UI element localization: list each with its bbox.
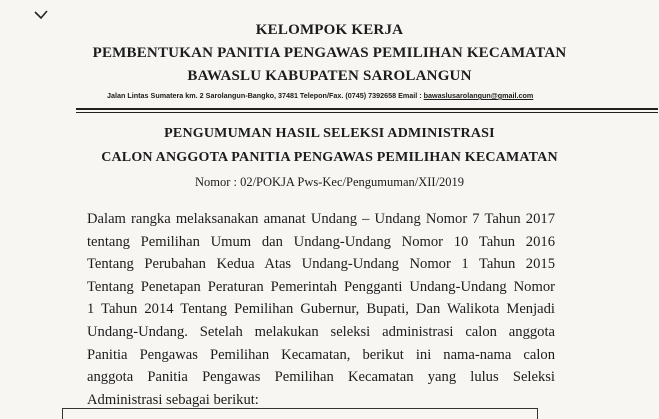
header-address <box>107 91 533 100</box>
header-divider-thick <box>76 108 658 110</box>
pen-mark-icon <box>34 10 48 20</box>
announcement-title-line2: CALON ANGGOTA PANITIA PENGAWAS PEMILIHAN KECAMATAN <box>101 150 558 165</box>
announcement-number: Nomor : 02/POKJA Pws-Kec/Pengumuman/XII/2019 <box>194 175 465 189</box>
header-title-line3: BAWASLU KABUPATEN SAROLANGUN <box>187 68 472 84</box>
body-line: Administrasi sebagai berikut: <box>87 391 259 408</box>
body-line: Dalam rangka melaksanakan amanat Undang – Undang Nomor 7 Tahun 2017 <box>87 211 555 227</box>
body-line: Tentang Penetapan Peraturan Pemerintah Pengganti Undang-Undang Nomor <box>87 278 555 295</box>
body-line: Tentang Perubahan Kedua Atas Undang-Undang Nomor 1 Tahun 2015 <box>87 256 555 273</box>
body-line: Panitia Pengawas Pemilihan Kecamatan, berikut ini nama-nama calon <box>87 346 555 363</box>
header-title-line1: KELOMPOK KERJA <box>255 22 404 38</box>
address-text: Jalan Lintas Sumatera km. 2 Sarolangun-Bangko, 37481 Telepon/Fax. (0745) 7392658 Email : <box>107 91 424 100</box>
body-line: Undang-Undang. Setelah melakukan seleksi administrasi calon anggota <box>87 323 555 340</box>
body-paragraph <box>87 208 555 411</box>
announcement-title-line1: PENGUMUMAN HASIL SELEKSI ADMINISTRASI <box>164 126 495 141</box>
body-line: tentang Pemilihan Umum dan Undang-Undang Nomor 10 Tahun 2016 <box>87 233 555 250</box>
header-title-line2: PEMBENTUKAN PANITIA PENGAWAS PEMILIHAN KECAMATAN <box>92 45 567 61</box>
body-line: anggota Panitia Pengawas Pemilihan Kecamatan yang lulus Seleksi <box>87 369 555 386</box>
body-line: 1 Tahun 2014 Tentang Pemilihan Gubernur, Bupati, Dan Walikota Menjadi <box>87 301 555 318</box>
email-link[interactable]: bawaslusarolangun@gmail.com <box>423 91 534 100</box>
header-divider-thin <box>76 112 658 113</box>
table-top-edge <box>62 408 538 419</box>
